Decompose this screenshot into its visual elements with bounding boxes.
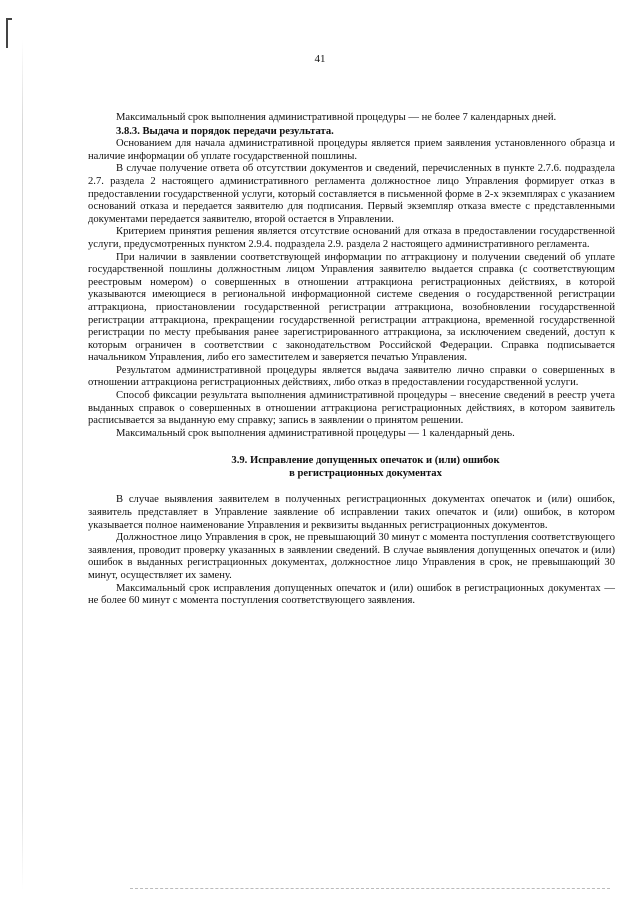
paragraph-max-term-60-min: Максимальный срок исправления допущенных опечаток и (или) ошибок в регистрационных документах — не более 60 минут с момента поступления соответствующего заявления. [88, 582, 615, 607]
paragraph-verification: Должностное лицо Управления в срок, не превышающий 30 минут с момента поступления соответствующего заявления, проводит проверку указанных в заявлении сведений. В случае выявления допущенных опечаток и (или) ошибок в выданных регистрационных документах, должностное лицо Управления в срок, не превышающий 30 минут, осуществляет их замену. [88, 532, 615, 581]
section-heading-line-1: 3.9. Исправление допущенных опечаток и (или) ошибок [231, 455, 500, 467]
paragraph-result: Результатом административной процедуры является выдача заявителю лично справки о совершенных в отношении аттракциона регистрационных действиях, либо отказ в предоставлении государственной услуги. [88, 364, 615, 389]
scan-margin-line [22, 40, 23, 890]
subsection-heading-3-8-3: 3.8.3. Выдача и порядок передачи результата. [116, 125, 334, 137]
binder-mark-top [6, 18, 12, 20]
paragraph-error-detection: В случае выявления заявителем в полученных регистрационных документах опечаток и (или) ошибок, заявитель представляет в Управление заявление об исправлении таких опечаток и (или) ошибок, в котором указывается полное наименование Управления и реквизиты выданных регистрационных документов. [88, 494, 615, 531]
paragraph-refusal: В случае получение ответа об отсутствии документов и сведений, перечисленных в пункте 2.7.6. подраздела 2.7. раздела 2 настоящего административного регламента должностное лицо Управления формирует отказ в предоставлении государственной услуги, который составляется в письменной форме в 2-х экземплярах с указанием оснований отказа и передается заявителю для подписания. Первый экземпляр отказа вместе с представленными документами передается заявителю, второй остается в Управлении. [88, 163, 615, 225]
paragraph-basis: Основанием для начала административной процедуры является прием заявления установленного образца и наличие информации об уплате государственной пошлины. [88, 138, 615, 162]
section-heading-line-2: в регистрационных документах [289, 468, 442, 480]
paragraph-fixation: Способ фиксации результата выполнения административной процедуры – внесение сведений в реестр учета выданных справок о совершенных в отношении аттракциона регистрационных действиях, в котором заявитель расписывается за выданную ему справку; запись в заявлении о принятом решении. [88, 390, 615, 427]
paragraph-max-term-7-days: Максимальный срок выполнения административной процедуры — не более 7 календарных дней. [116, 112, 557, 123]
paragraph-max-term-1-day: Максимальный срок выполнения административной процедуры — 1 календарный день. [116, 427, 515, 439]
paragraph-criterion: Критерием принятия решения является отсутствие оснований для отказа в предоставлении государственной услуги, предусмотренных пунктом 2.9.4. подраздела 2.9. раздела 2 настоящего административного регламента. [88, 226, 615, 250]
paragraph-certificate: При наличии в заявлении соответствующей информации по аттракциону и получении сведений об уплате государственной пошлины должностным лицом Управления заявителю выдается справка (с соответствующим реестровым номером) о совершенных в отношении аттракциона регистрационных действиях, в которой указываются имеющиеся в региональной информационной системе сведения о государственной регистрации аттракциона, приостановлении государственной регистрации аттракциона, возобновлении государственной регистрации аттракциона, прекращении государственной регистрации аттракциона, временной государственной регистрации по месту пребывания ранее зарегистрированного аттракциона, за исключением сведений, доступ к которым ограничен в соответствии с законодательством Российской Федерации. Справка подписывается начальником Управления, либо его заместителем и заверяется печатью Управления. [88, 251, 615, 364]
page-number: 41 [314, 53, 326, 65]
binder-mark [6, 18, 8, 48]
scan-bottom-edge [130, 888, 610, 890]
document-body [88, 112, 615, 608]
section-heading-3-9 [88, 454, 615, 480]
